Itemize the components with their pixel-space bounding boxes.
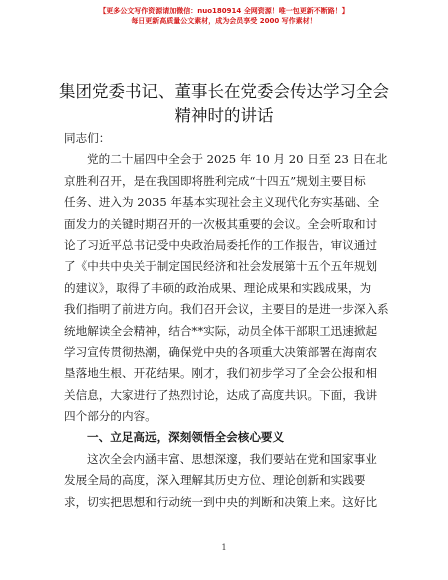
paragraph-line: 党的二十届四中全会于 2025 年 10 月 20 日至 23 日在北 — [87, 152, 388, 167]
paragraph-line: 面发力的关键时期召开的一次极其重要的会议。全会听取和讨 — [64, 216, 378, 231]
section-1-heading: 一、立足高远，深刻领悟全会核心要义 — [87, 430, 285, 445]
paragraph-line: 求，切实把思想和行动统一到中央的判断和决策上来。这好比 — [64, 494, 378, 509]
promo-banner-line-2: 每日更新高质量公文素材，成为会员享受 2000 写作素材！ — [131, 17, 317, 25]
paragraph-line: 四个部分的内容。 — [64, 409, 157, 424]
paragraph-line: 了《中共中央关于制定国民经济和社会发展第十五个五年规划 — [64, 259, 378, 274]
page-number: 1 — [221, 543, 227, 552]
salutation: 同志们： — [64, 131, 111, 145]
document-body — [64, 128, 404, 513]
promo-banner — [0, 6, 448, 26]
document-title — [0, 80, 448, 128]
paragraph-line: 发展全局的高度，深入理解其历史方位、理论创新和实践要 — [64, 473, 366, 488]
paragraph-line: 论了习近平总书记受中央政治局委托作的工作报告，审议通过 — [64, 237, 378, 252]
title-line-2: 精神时的讲话 — [174, 106, 274, 125]
paragraph-line: 任务、进入为 2035 年基本实现社会主义现代化夯实基础、全 — [64, 195, 380, 210]
paragraph-line: 统地解读全会精神，结合**实际，动员全体干部职工迅速掀起 — [64, 323, 378, 338]
paragraph-line: 的建议》，取得了丰硕的政治成果、理论成果和实践成果，为 — [64, 280, 372, 295]
paragraph-line: 关信息，大家进行了热烈讨论，达成了高度共识。下面，我讲 — [64, 387, 378, 402]
paragraph-line: 我们指明了前进方向。我们召开会议，主要目的是进一步深入系 — [64, 302, 389, 317]
paragraph-2 — [64, 449, 404, 513]
paragraph-1 — [64, 149, 404, 427]
paragraph-line: 这次全会内涵丰富、思想深邃，我们要站在党和国家事业 — [87, 451, 377, 466]
paragraph-line: 学习宣传贯彻热潮，确保党中央的各项重大决策部署在海南农 — [64, 344, 378, 359]
promo-banner-line-1: 【更多公文写作资源请加微信：nuo180914 全网资源！唯一包更新不断路！】 — [99, 7, 349, 15]
title-line-1: 集团党委书记、董事长在党委会传达学习全会 — [59, 82, 389, 101]
paragraph-line: 京胜利召开，是在我国即将胜利完成“十四五”规划主要目标 — [64, 173, 366, 188]
paragraph-line: 垦落地生根、开花结果。刚才，我们初步学习了全会公报和相 — [64, 366, 378, 381]
